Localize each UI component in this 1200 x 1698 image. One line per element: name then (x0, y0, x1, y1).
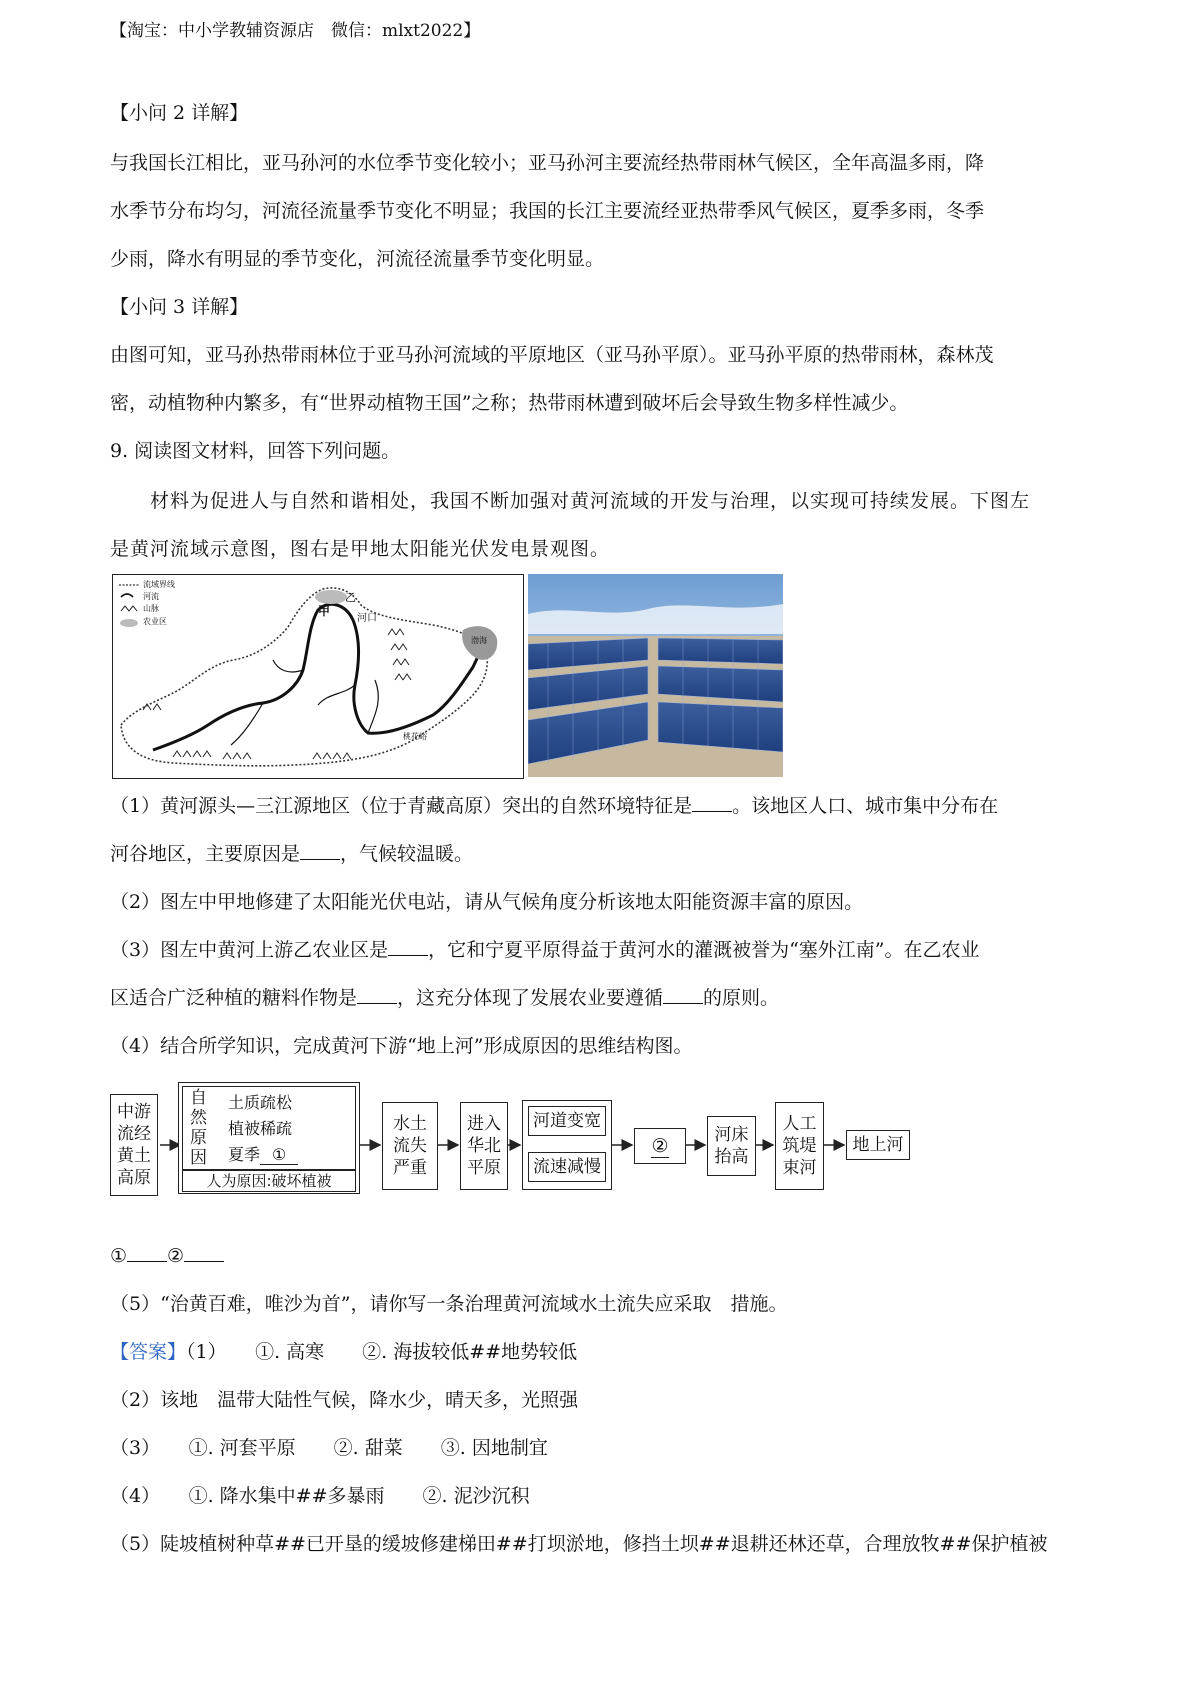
q3-blank-1 (388, 937, 428, 956)
q3-blank-3 (663, 985, 703, 1004)
flowchart (108, 1080, 908, 1215)
flow-human-box (182, 1170, 356, 1192)
flow-enter-box (460, 1102, 508, 1190)
blank-2 (184, 1243, 224, 1262)
answer-line-2: （2）该地 温带大陆性气候，降水少，晴天多，光照强 (110, 1389, 579, 1411)
solar-panel-illustration (528, 574, 783, 777)
q1-text-b: 。该地区人口、城市集中分布在 (732, 795, 999, 817)
flow-blank-2-box (634, 1128, 686, 1164)
question-2-line: （2）图左中甲地修建了太阳能光伏电站，请从气候角度分析该地太阳能资源丰富的原因。 (110, 891, 864, 913)
answer-line-5: （5）陡坡植树种草##已开垦的缓坡修建梯田##打坝淤地，修挡土坝##退耕还林还草，合理放牧##保护植被 (110, 1533, 1048, 1555)
flow-raise-text: 河床抬高 (714, 1125, 749, 1167)
legend-boundary-label: 流域界线 (143, 580, 175, 589)
flow-slow-text: 流速减慢 (533, 1157, 601, 1177)
flow-erosion-box (382, 1102, 438, 1190)
q1-text-c: 河谷地区，主要原因是 (110, 843, 301, 865)
q3-detail-title: 【小问 3 详解】 (110, 296, 249, 318)
map-label-hekou: 河口 (357, 613, 377, 624)
flow-result-text: 地上河 (852, 1135, 904, 1155)
q2-detail-line: 与我国长江相比，亚马孙河的水位季节变化较小；亚马孙河主要流经热带雨林气候区，全年高温多雨，降 (110, 152, 985, 174)
yellow-river-basin-map (112, 574, 524, 779)
answer-line-3: （3） ①. 河套平原 ②. 甜菜 ③. 因地制宜 (110, 1437, 548, 1459)
question-5-line: （5）“治黄百难，唯沙为首”，请你写一条治理黄河流域水土流失应采取 措施。 (110, 1293, 788, 1315)
map-label-taohuayu: 桃花峪 (403, 732, 427, 741)
map-label-yi: 乙 (345, 591, 356, 604)
blank-1 (127, 1243, 167, 1262)
flow-result-box (846, 1130, 910, 1160)
question-4-line: （4）结合所学知识，完成黄河下游“地上河”形成原因的思维结构图。 (110, 1035, 693, 1057)
q3-text-c: 区适合广泛种植的糖料作物是 (110, 987, 358, 1009)
flow-dike-text: 人工筑堤束河 (782, 1114, 817, 1178)
flow-nat3-text: 夏季 (228, 1145, 261, 1164)
flow-slow-box (528, 1152, 606, 1182)
legend-agri-label: 农业区 (143, 617, 167, 626)
flow-nat2: 植被稀疏 (228, 1119, 293, 1138)
flow-dike-box (775, 1102, 824, 1190)
flow-natural-label: 自然原因 (190, 1088, 207, 1168)
flow-nat1: 土质疏松 (228, 1093, 293, 1112)
flow-nat3 (228, 1142, 298, 1165)
question-3-line (110, 937, 980, 963)
question-1-line (110, 793, 998, 819)
map-label-bohai: 渤海 (471, 636, 487, 645)
flow-human-text: 人为原因:破坏植被 (206, 1172, 332, 1190)
legend-mountain-label: 山脉 (143, 604, 159, 613)
blank-line-b: ② (167, 1245, 185, 1267)
map-label-jia: 甲 (318, 604, 331, 618)
answer-line-1 (110, 1339, 577, 1365)
question-9-title: 9. 阅读图文材料，回答下列问题。 (110, 440, 401, 462)
page-header: 【淘宝：中小学教辅资源店 微信：mlxt2022】 (110, 21, 481, 41)
flow-erosion-text: 水土流失严重 (393, 1114, 427, 1178)
flow-source-box (110, 1094, 158, 1196)
q2-detail-line: 水季节分布均匀，河流径流量季节变化不明显；我国的长江主要流经亚热带季风气候区，夏季多雨，冬季 (110, 200, 985, 222)
q3-text-a: （3）图左中黄河上游乙农业区是 (110, 939, 389, 961)
q3-blank-2 (357, 985, 397, 1004)
q3-text-b: ，它和宁夏平原得益于黄河水的灌溉被誉为“塞外江南”。在乙农业 (428, 939, 980, 961)
question-1-line-2 (110, 841, 473, 867)
flow-raise-box (707, 1116, 756, 1176)
answer-line-4: （4） ①. 降水集中##多暴雨 ②. 泥沙沉积 (110, 1485, 530, 1507)
q2-detail-title: 【小问 2 详解】 (110, 102, 249, 124)
flow-wide-text: 河道变宽 (533, 1111, 601, 1131)
q1-text-a: （1）黄河源头—三江源地区（位于青藏高原）突出的自然环境特征是 (110, 795, 693, 817)
solar-panel-photo (528, 574, 783, 777)
q1-text-d: ，气候较温暖。 (340, 843, 474, 865)
blank-answer-line (110, 1243, 224, 1269)
flow-source-text: 中游流经黄土高原 (117, 1102, 151, 1188)
q2-detail-line: 少雨，降水有明显的季节变化，河流径流量季节变化明显。 (110, 248, 605, 270)
flow-blank-1: ① (260, 1145, 298, 1165)
answer-1: （1） ①. 高寒 ②. 海拔较低##地势较低 (186, 1341, 578, 1363)
flow-blank-2: ② (651, 1134, 669, 1157)
material-line: 是黄河流域示意图，图右是甲地太阳能光伏发电景观图。 (110, 538, 611, 560)
legend-river-label: 河流 (143, 592, 159, 601)
q3-detail-line: 密，动植物种内繁多，有“世界动植物王国”之称；热带雨林遭到破坏后会导致生物多样性减少。 (110, 392, 909, 414)
q3-text-d: ，这充分体现了发展农业要遵循 (397, 987, 664, 1009)
q1-blank-1 (692, 793, 732, 812)
q3-detail-line: 由图可知，亚马孙热带雨林位于亚马孙河流域的平原地区（亚马孙平原）。亚马孙平原的热带雨林，森林茂 (110, 344, 994, 366)
question-3-line-2 (110, 985, 779, 1011)
flow-wide-box (528, 1106, 606, 1136)
answer-label: 【答案】 (110, 1341, 187, 1363)
flow-enter-text: 进入华北平原 (467, 1114, 501, 1178)
blank-line-a: ① (110, 1245, 128, 1267)
q3-text-e: 的原则。 (703, 987, 780, 1009)
q1-blank-2 (300, 841, 340, 860)
material-line: 材料为促进人与自然和谐相处，我国不断加强对黄河流域的开发与治理，以实现可持续发展。下图左 (150, 490, 1031, 512)
